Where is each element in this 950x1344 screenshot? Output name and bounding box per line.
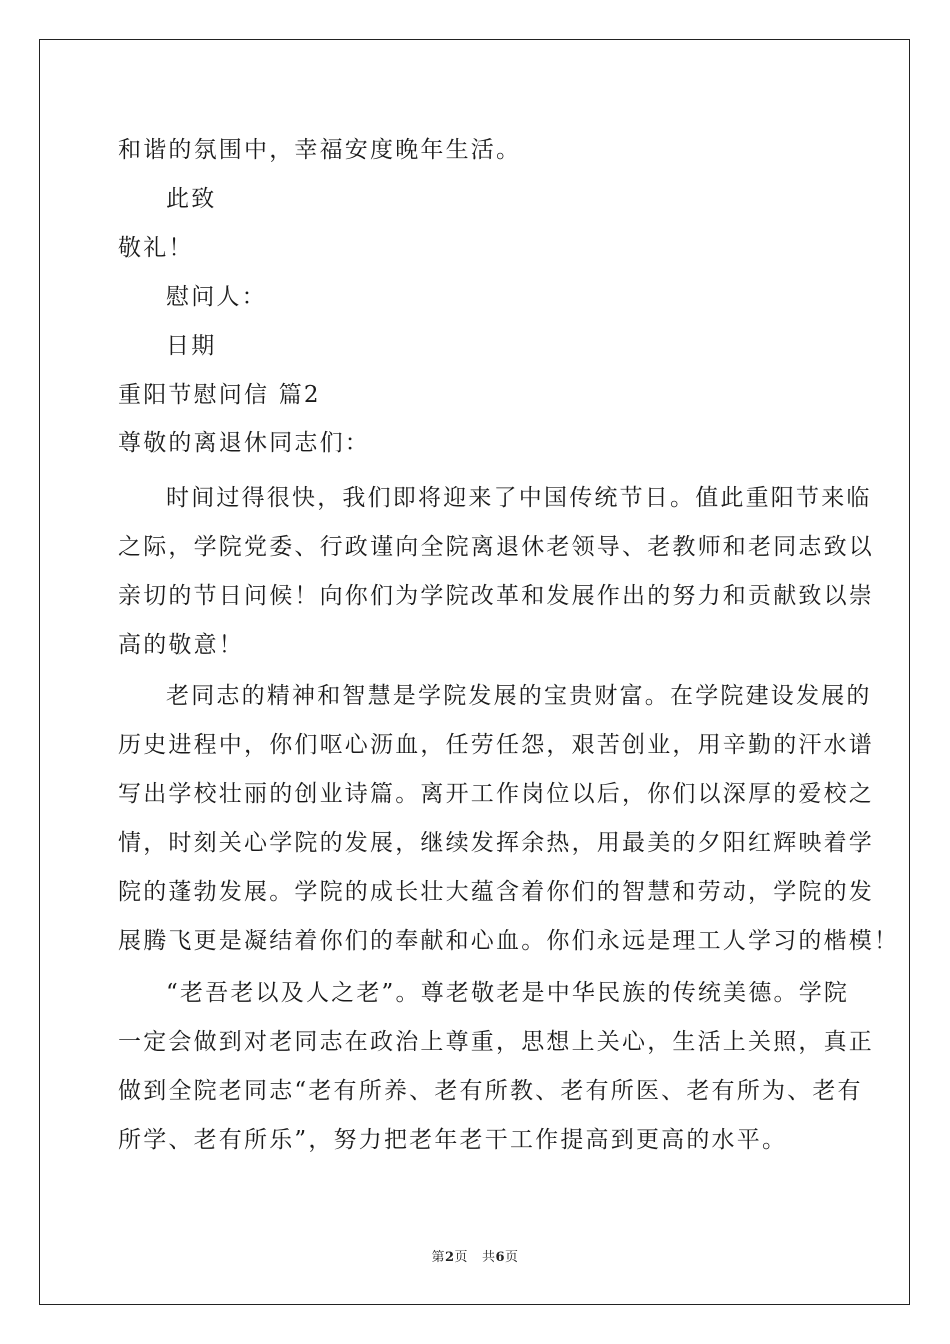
paragraph-2-line-3: 写出学校壮丽的创业诗篇。离开工作岗位以后，你们以深厚的爱校之 — [118, 781, 874, 807]
section-title: 重阳节慰问信 篇2 — [118, 382, 321, 408]
closing-line: 和谐的氛围中，幸福安度晚年生活。 — [118, 137, 522, 163]
page-prefix: 第 — [431, 1250, 445, 1265]
paragraph-2-line-1: 老同志的精神和智慧是学院发展的宝贵财富。在学院建设发展的 — [166, 683, 872, 709]
paragraph-2-line-4: 情，时刻关心学院的发展，继续发挥余热，用最美的夕阳红辉映着学 — [118, 830, 874, 856]
paragraph-1-line-1: 时间过得很快，我们即将迎来了中国传统节日。值此重阳节来临 — [166, 485, 872, 511]
paragraph-3-line-3: 做到全院老同志“老有所养、老有所教、老有所医、老有所为、老有 — [118, 1078, 863, 1104]
page-footer — [0, 1246, 950, 1265]
paragraph-3-line-1: “老吾老以及人之老”。尊老敬老是中华民族的传统美德。学院 — [166, 980, 850, 1006]
paragraph-3-line-2: 一定会做到对老同志在政治上尊重，思想上关心，生活上关照，真正 — [118, 1029, 874, 1055]
paragraph-2-line-6: 展腾飞更是凝结着你们的奉献和心血。你们永远是理工人学习的楷模！ — [118, 928, 900, 954]
paragraph-1-line-2: 之际，学院党委、行政谨向全院离退休老领导、老教师和老同志致以 — [118, 534, 874, 560]
total-suffix: 页 — [505, 1250, 519, 1265]
total-prefix: 共 — [481, 1250, 496, 1265]
page-suffix: 页 — [454, 1250, 469, 1265]
paragraph-1-line-3: 亲切的节日问候！向你们为学院改革和发展作出的努力和贡献致以崇 — [118, 583, 874, 609]
page-border — [39, 39, 910, 1305]
total-pages: 6 — [495, 1250, 506, 1265]
paragraph-1-line-4: 高的敬意！ — [118, 632, 244, 658]
date-label: 日期 — [166, 333, 217, 359]
salutation-cizhi: 此致 — [166, 186, 217, 212]
paragraph-3-line-4: 所学、老有所乐”，努力把老年老干工作提高到更高的水平。 — [118, 1127, 788, 1153]
salutation-jingli: 敬礼！ — [118, 235, 194, 261]
greeting: 尊敬的离退休同志们： — [118, 430, 370, 456]
signer-label: 慰问人： — [166, 284, 267, 310]
paragraph-2-line-2: 历史进程中，你们呕心沥血，任劳任怨，艰苦创业，用辛勤的汗水谱 — [118, 732, 874, 758]
paragraph-2-line-5: 院的蓬勃发展。学院的成长壮大蕴含着你们的智慧和劳动，学院的发 — [118, 879, 874, 905]
page-number: 2 — [444, 1250, 455, 1265]
